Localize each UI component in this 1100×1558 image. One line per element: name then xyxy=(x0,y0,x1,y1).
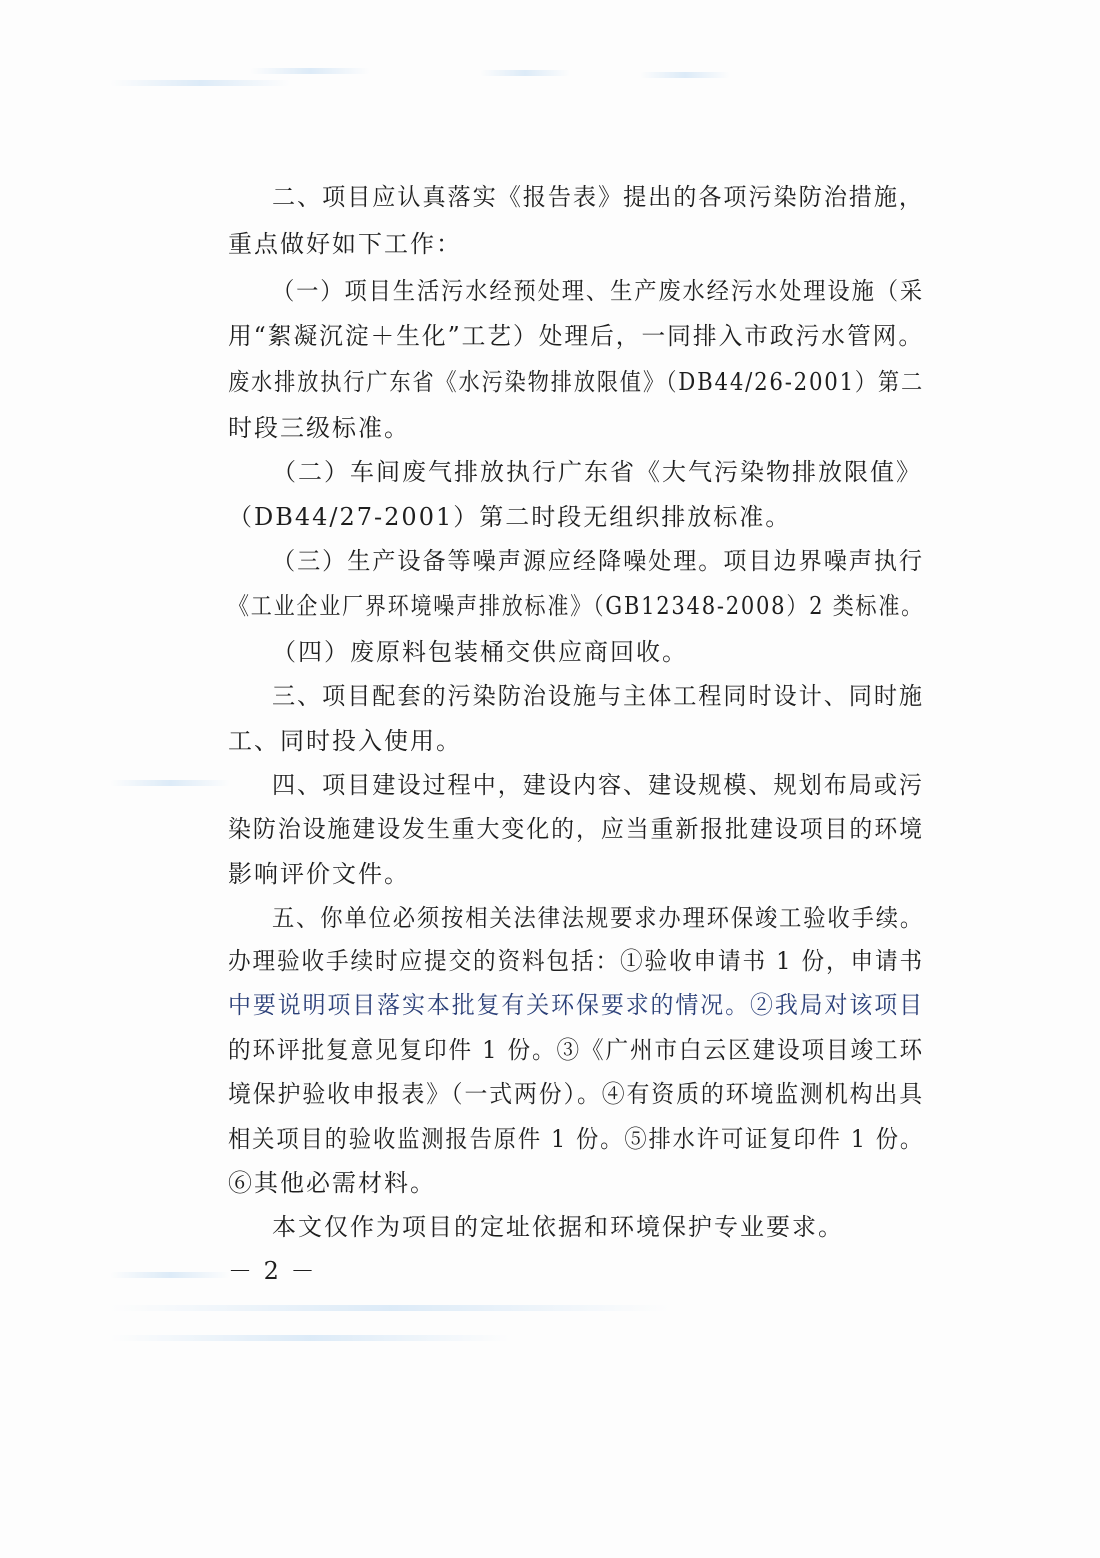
text-line: ⑥其他必需材料。 xyxy=(228,1169,436,1197)
scan-artifact xyxy=(110,1305,670,1311)
text-line: （DB44/27-2001）第二时段无组织排放标准。 xyxy=(228,503,792,531)
text-line: （一）项目生活污水经预处理、生产废水经污水处理设施（采 xyxy=(272,277,925,305)
scan-artifact xyxy=(110,80,290,86)
text-line: 相关项目的验收监测报告原件 1 份。⑤排水许可证复印件 1 份。 xyxy=(228,1125,925,1153)
scan-artifact xyxy=(250,68,370,74)
text-line: （二）车间废气排放执行广东省《大气污染物排放限值》 xyxy=(272,458,922,486)
text-line: 四、项目建设过程中，建设内容、建设规模、规划布局或污 xyxy=(272,771,925,799)
scan-artifact xyxy=(110,780,230,786)
scan-artifact xyxy=(110,1335,510,1341)
text-line: 二、项目应认真落实《报告表》提出的各项污染防治措施， xyxy=(272,183,925,211)
scan-artifact xyxy=(480,70,570,76)
scan-artifact xyxy=(110,1272,230,1278)
text-line: 重点做好如下工作： xyxy=(228,230,462,258)
text-line: 中要说明项目落实本批复有关环保要求的情况。②我局对该项目 xyxy=(228,991,924,1019)
text-line: 的环评批复意见复印件 1 份。③《广州市白云区建设项目竣工环 xyxy=(228,1036,924,1064)
text-line: 用“絮凝沉淀＋生化”工艺）处理后，一同排入市政污水管网。 xyxy=(228,322,925,350)
text-line: 五、你单位必须按相关法律法规要求办理环保竣工验收手续。 xyxy=(272,904,925,932)
text-line: 影响评价文件。 xyxy=(228,860,410,888)
text-line: 染防治设施建设发生重大变化的，应当重新报批建设项目的环境 xyxy=(228,815,924,843)
text-line: （四）废原料包装桶交供应商回收。 xyxy=(272,638,688,666)
text-line: 三、项目配套的污染防治设施与主体工程同时设计、同时施 xyxy=(272,682,925,710)
scan-artifact xyxy=(640,72,730,78)
text-line: （三）生产设备等噪声源应经降噪处理。项目边界噪声执行 xyxy=(272,547,925,575)
text-line: 废水排放执行广东省《水污染物排放限值》（DB44/26-2001）第二 xyxy=(228,368,925,396)
text-line: 境保护验收申报表》（一式两份）。④有资质的环境监测机构出具 xyxy=(228,1080,924,1108)
text-line: 办理验收手续时应提交的资料包括：①验收申请书 1 份，申请书 xyxy=(228,947,924,975)
text-line: 工、同时投入使用。 xyxy=(228,727,462,755)
text-line: 本文仅作为项目的定址依据和环境保护专业要求。 xyxy=(272,1213,844,1241)
page-number: － 2 － xyxy=(228,1257,317,1285)
text-line: 《工业企业厂界环境噪声排放标准》（GB12348-2008）2 类标准。 xyxy=(228,592,924,620)
text-line: 时段三级标准。 xyxy=(228,414,410,442)
